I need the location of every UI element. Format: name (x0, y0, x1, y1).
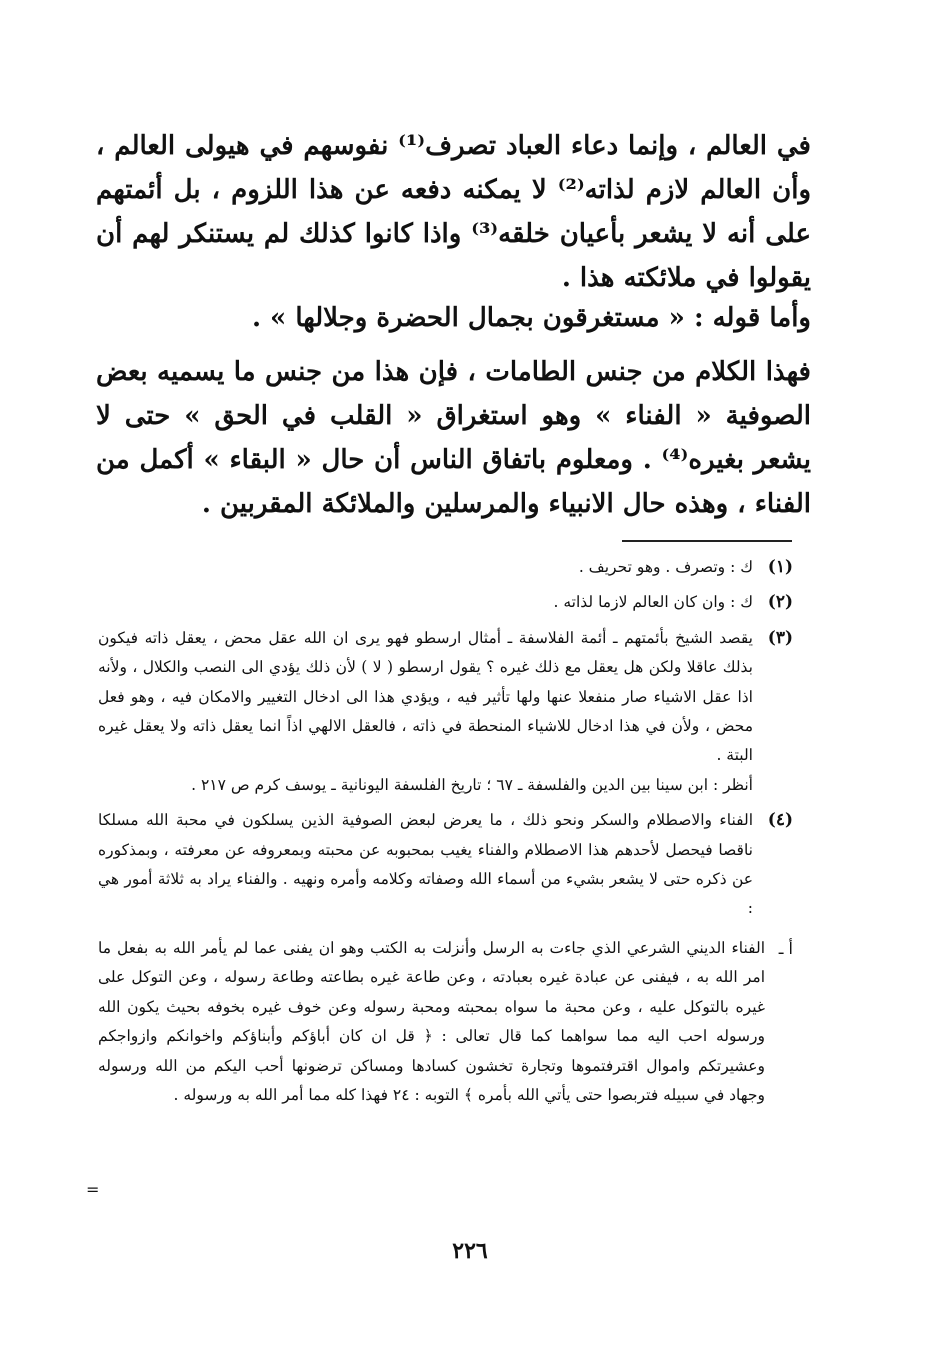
footnote-text: ك : وتصرف . وهو تحريف . (578, 558, 753, 576)
footnote-separator-rule (622, 540, 792, 542)
footnote-2 (98, 588, 793, 617)
footnote-3 (98, 624, 793, 800)
body-paragraph-2: وأما قوله : « مستغرقون بجمال الحضرة وجلالها » . (251, 303, 811, 333)
footnote-number: (٢) (767, 592, 793, 613)
footnote-4 (98, 806, 793, 924)
footnote-item-letter: أ ـ (778, 938, 793, 958)
margin-mark: = (86, 1180, 100, 1199)
footnote-4-item-a (98, 934, 793, 1110)
footnotes-section (98, 553, 793, 1116)
body-paragraph-1: في العالم ، وإنما دعاء العباد تصرف⁽¹⁾ نفوسهم في هيولى العالم ، وأن العالم لازم لذاته⁽²⁾ لا يمكنه دفعه عن هذا اللزوم ، بل أئمتهم على أنه لا يشعر بأعيان خلقه⁽³⁾ واذا كانوا كذلك لم يستنكر لهم أن يقولوا في ملائكته هذا . (96, 131, 811, 293)
body-paragraph-3: فهذا الكلام من جنس الطامات ، فإن هذا من جنس ما يسميه بعض الصوفية « الفناء » وهو استغراق « القلب في الحق » حتى لا يشعر بغيره⁽⁴⁾ . ومعلوم باتفاق الناس أن حال « البقاء » أكمل من الفناء ، وهذه حال الانبياء والمرسلين والملائكة المقربين . (96, 357, 811, 519)
footnote-number: (٤) (767, 810, 793, 831)
footnote-number: (٣) (767, 627, 793, 648)
page-number: ٢٢٦ (452, 1238, 488, 1264)
footnote-text: الفناء والاصطلام والسكر ونحو ذلك ، ما يعرض لبعض الصوفية الذين يسلكون في محبة الله مسلكا ناقصا فيحصل لأحدهم هذا الاصطلام والفناء يغيب بمحبوبه عن محبته وبمعروفه عن معرفته ، وبمذكوره عن ذكره حتى لا يشعر بشيء من أسماء الله وصفاته وكلامه وأمره ونهيه . والفناء يراد به ثلاثة أمور هي : (98, 811, 753, 918)
footnote-1 (98, 553, 793, 582)
footnote-text: الفناء الديني الشرعي الذي جاءت به الرسل وأنزلت به الكتب وهو ان يفنى عما لم يأمر الله به بفعل ما امر الله به ، فيفنى عن عبادة غيره بعبادته ، وعن طاعة غيره بطاعته وطاعة رسوله ، وعن التوكل على غيره بالتوكل عليه ، وعن محبة ما سواه بمحبته ومحبة رسوله وعن خوف غيره بخوفه بحيث يكون الله ورسوله احب اليه مما سواهما كما قال تعالى : ﴿ قل ان كان أباؤكم وأبناؤكم واخوانكم وازواجكم وعشيرتكم واموال اقترفتموها وتجارة تخشون كسادها ومساكن ترضونها أحب اليكم من الله ورسوله وجهاد في سبيله فتربصوا حتى يأتي الله بأمره ﴾ التوبه : ٢٤ فهذا كله مما أمر الله به ورسوله . (98, 938, 765, 1104)
footnote-number: (١) (767, 557, 793, 577)
footnote-text: ك : وان كان العالم لازما لذاته . (553, 593, 753, 612)
footnote-text: يقصد الشيخ بأئمتهم ـ أئمة الفلاسفة ـ أمثال ارسطو فهو يرى ان الله عقل محض ، يعقل ذاته فيكون بذلك عاقلا ولكن هل يعقل مع ذلك غيره ؟ يقول ارسطو ( لا ) لأن ذلك يؤدي الى النصب والكلال ، ولأنه اذا عقل الاشياء صار منفعلا عنها ولها تأثير فيه ، ويؤدي هذا الى ادخال التغيير والامكان فيه ، وهو فعل محض ، ولأن في هذا ادخال للاشياء المنحطة في ذاته ، فالعقل الالهي اذاً انما يعقل ذاته ولا يعقل غيره البتة . (98, 628, 753, 765)
footnote-reference: أنظر : ابن سينا بين الدين والفلسفة ـ ٦٧ ؛ تاريخ الفلسفة اليونانية ـ يوسف كرم ص ٢١٧ . (191, 775, 753, 794)
